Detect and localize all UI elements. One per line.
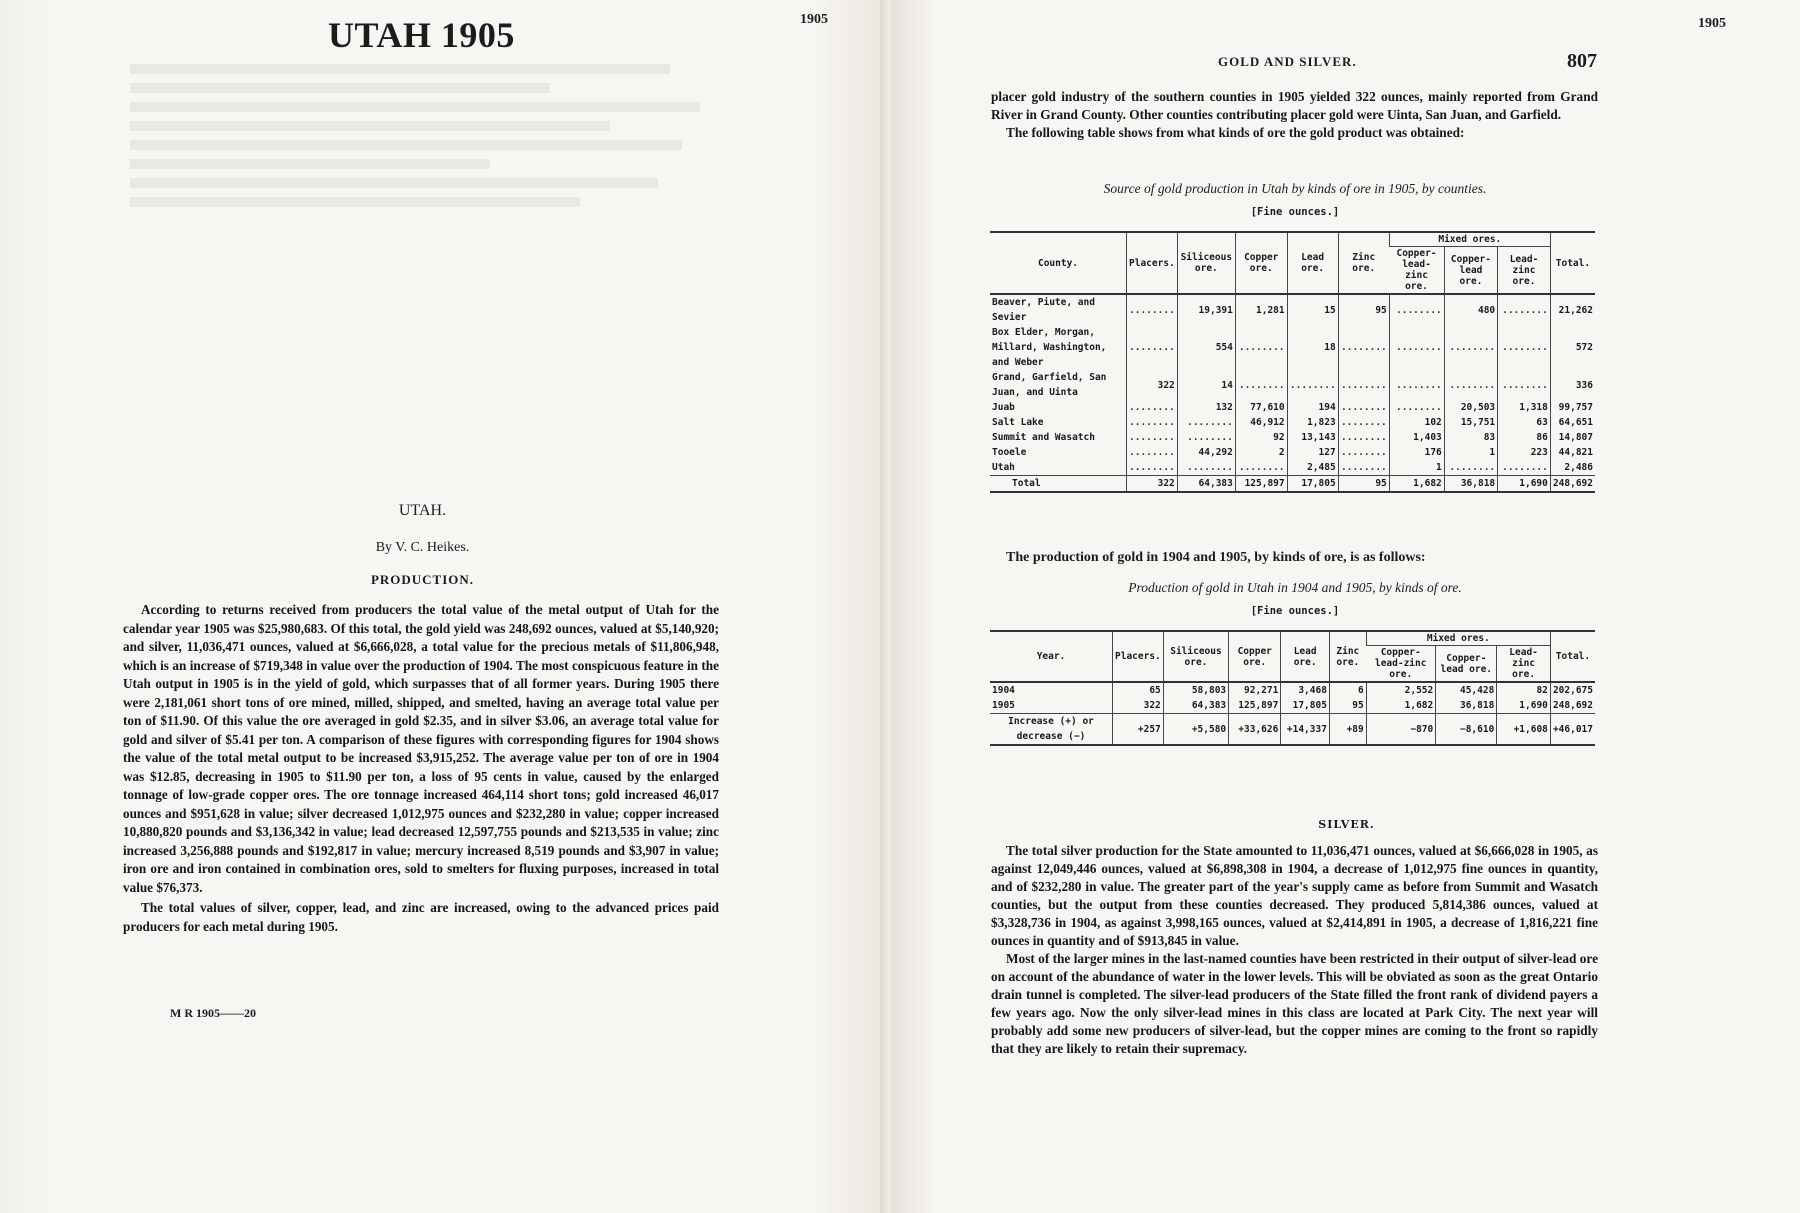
table-cell: 17,805 — [1287, 476, 1338, 493]
table-cell: 176 — [1389, 445, 1444, 460]
table-cell: 1 — [1389, 460, 1444, 476]
table-cell: 248,692 — [1550, 698, 1595, 714]
table-cell: ........ — [1389, 294, 1444, 325]
table2-intro: The production of gold in 1904 and 1905, by kinds of ore, is as follows: — [1006, 550, 1426, 565]
table-cell: 36,818 — [1444, 476, 1497, 493]
table-cell: 95 — [1338, 476, 1389, 493]
table-cell: 125,897 — [1235, 476, 1287, 493]
table-cell: 46,912 — [1235, 415, 1287, 430]
intro-text — [991, 88, 1598, 142]
table-cell: ........ — [1127, 325, 1178, 370]
col-header: Siliceous ore. — [1163, 631, 1228, 682]
table-cell: ........ — [1177, 430, 1235, 445]
table-cell: ........ — [1127, 294, 1178, 325]
table-cell: 19,391 — [1177, 294, 1235, 325]
row-label: Total — [990, 476, 1127, 493]
row-label: Beaver, Piute, and Sevier — [992, 297, 1095, 323]
col-header: Total. — [1550, 631, 1595, 682]
table-cell: ........ — [1235, 370, 1287, 400]
table2-body — [990, 682, 1595, 745]
table-row — [990, 294, 1595, 325]
table-cell: ........ — [1127, 460, 1178, 476]
table-cell: 21,262 — [1550, 294, 1595, 325]
col-header: County. — [990, 232, 1127, 294]
table-cell: 248,692 — [1550, 476, 1595, 493]
table-cell: +33,626 — [1229, 714, 1281, 746]
table-cell: 13,143 — [1287, 430, 1338, 445]
table-cell: 15,751 — [1444, 415, 1497, 430]
row-label: 1904 — [992, 685, 1015, 696]
signature-footer: M R 1905——20 — [170, 1006, 256, 1020]
table-cell: ........ — [1338, 325, 1389, 370]
table-total-row — [990, 714, 1595, 746]
col-header: Copper ore. — [1235, 232, 1287, 294]
left-page — [0, 0, 885, 1213]
table-cell: 95 — [1329, 698, 1366, 714]
table-cell: 2,485 — [1287, 460, 1338, 476]
table-cell: 77,610 — [1235, 400, 1287, 415]
col-header: Copper-lead ore. — [1444, 247, 1497, 295]
col-header: Copper-lead-zinc ore. — [1374, 647, 1427, 680]
table-cell: ........ — [1498, 460, 1551, 476]
table2-units: [Fine ounces.] — [1250, 605, 1340, 617]
table-cell: ........ — [1338, 430, 1389, 445]
table-cell: 1,403 — [1389, 430, 1444, 445]
table-cell: 1,318 — [1498, 400, 1551, 415]
table-cell: 58,803 — [1163, 682, 1228, 698]
table-cell: ........ — [1127, 415, 1178, 430]
table-cell: 86 — [1498, 430, 1551, 445]
mixed-ores-header: Mixed ores. — [1389, 232, 1550, 247]
col-header: Copper-lead-zinc ore. — [1396, 248, 1437, 292]
table-cell: 336 — [1550, 370, 1595, 400]
table1-caption: Source of gold production in Utah by kinds of ore in 1905, by counties. — [1103, 181, 1487, 196]
col-header: Lead-zinc ore. — [1498, 247, 1551, 295]
gold-by-county-table — [990, 231, 1595, 493]
table-cell: 64,383 — [1177, 476, 1235, 493]
table-cell: 18 — [1287, 325, 1338, 370]
col-header: Year. — [990, 631, 1113, 682]
table-cell: 45,428 — [1436, 682, 1497, 698]
section-title: UTAH. — [398, 502, 447, 519]
table-cell: ........ — [1389, 400, 1444, 415]
table-cell: +89 — [1329, 714, 1366, 746]
production-heading: PRODUCTION. — [370, 572, 475, 587]
table-cell: 480 — [1444, 294, 1497, 325]
table-cell: ........ — [1287, 370, 1338, 400]
bleed-through-shadow — [130, 55, 730, 575]
table-cell: 14,807 — [1550, 430, 1595, 445]
table-cell: ........ — [1498, 325, 1551, 370]
table-cell: 82 — [1497, 682, 1551, 698]
table-row — [990, 430, 1595, 445]
col-header: Siliceous ore. — [1177, 232, 1235, 294]
table-cell: 1,682 — [1389, 476, 1444, 493]
table-cell: ........ — [1389, 325, 1444, 370]
col-header: Zinc ore. — [1329, 631, 1366, 682]
row-label: Salt Lake — [992, 417, 1044, 428]
table-row — [990, 370, 1595, 400]
row-label: Box Elder, Morgan, Millard, Washington, and Weber — [992, 327, 1107, 368]
production-paragraph-2: The total values of silver, copper, lead, and zinc are increased, owing to the advanced prices paid producers for each metal during 1905. — [123, 900, 719, 934]
row-label: 1905 — [992, 700, 1015, 711]
table-total-row — [990, 476, 1595, 493]
table-cell: ........ — [1338, 370, 1389, 400]
table2-caption: Production of gold in Utah in 1904 and 1905, by kinds of ore. — [1128, 580, 1462, 595]
table-cell: ........ — [1338, 400, 1389, 415]
table-row — [990, 460, 1595, 476]
table-cell: ........ — [1235, 460, 1287, 476]
table-cell: 92,271 — [1229, 682, 1281, 698]
table-cell: ........ — [1127, 445, 1178, 460]
row-label: Utah — [992, 462, 1015, 473]
gold-by-year-table — [990, 630, 1595, 746]
silver-paragraph-2: Most of the larger mines in the last-named counties have been restricted in their output of silver-lead ore on account of the abundance of water in the lower levels. This will be obviated as soon as the great Ontario drain tunnel is completed. The silver-lead producers of the State filled the front rank of dividend payers a few years ago. Now the only silver-lead mines in this class are located at Park City. The next year will probably add some new producers of silver-lead, but the copper mines are coming to the front so rapidly that they are likely to retain their supremacy. — [991, 951, 1598, 1056]
table-cell: ........ — [1177, 415, 1235, 430]
table-cell: +46,017 — [1550, 714, 1595, 746]
table-cell: ........ — [1389, 370, 1444, 400]
table-cell: 20,503 — [1444, 400, 1497, 415]
table-row — [990, 698, 1595, 714]
row-label: Juab — [992, 402, 1015, 413]
table-cell: 2,486 — [1550, 460, 1595, 476]
table-cell: 44,821 — [1550, 445, 1595, 460]
col-header: Copper-lead ore. — [1436, 646, 1497, 683]
table-cell: 125,897 — [1229, 698, 1281, 714]
table-cell: ........ — [1444, 370, 1497, 400]
table-row — [990, 682, 1595, 698]
table-cell: −870 — [1366, 714, 1436, 746]
table1-body — [990, 294, 1595, 492]
table-cell: +14,337 — [1281, 714, 1330, 746]
table-cell: 1,823 — [1287, 415, 1338, 430]
col-header: Lead-zinc ore. — [1497, 646, 1551, 683]
row-label: Summit and Wasatch — [992, 432, 1095, 443]
table-cell: 64,383 — [1163, 698, 1228, 714]
table-cell: 1,690 — [1497, 698, 1551, 714]
table-cell: 92 — [1235, 430, 1287, 445]
table-row — [990, 415, 1595, 430]
table-cell: 554 — [1177, 325, 1235, 370]
table-row — [990, 325, 1595, 370]
production-text — [123, 601, 719, 938]
table-cell: −8,610 — [1436, 714, 1497, 746]
table-cell: 1,281 — [1235, 294, 1287, 325]
silver-paragraph-1: The total silver production for the State amounted to 11,036,471 ounces, valued at $6,666,028 in 1905, as against 12,049,446 ounces, valued at $6,898,308 in 1904, a decrease of 1,012,975 fine ounces in quantity, and of $232,280 in value. The greater part of the year's supply came as before from Summit and Wasatch counties, but the output from these counties decreased. They produced 5,814,386 ounces, valued at $3,328,736 in 1904, as against 3,998,165 ounces, valued at $2,414,891 in 1905, a decrease of 1,816,221 fine ounces in quantity and of $913,845 in value. — [991, 843, 1598, 948]
table-cell: 6 — [1329, 682, 1366, 698]
table-cell: 36,818 — [1436, 698, 1497, 714]
table-cell: 3,468 — [1281, 682, 1330, 698]
col-header: Lead ore. — [1281, 631, 1330, 682]
table1-units: [Fine ounces.] — [1250, 206, 1340, 218]
stamp-title: UTAH 1905 — [328, 15, 515, 55]
table-cell: +257 — [1113, 714, 1164, 746]
table-cell: 127 — [1287, 445, 1338, 460]
col-header: Placers. — [1127, 232, 1178, 294]
silver-heading: SILVER. — [1318, 818, 1375, 831]
table-cell: ........ — [1177, 460, 1235, 476]
table-cell: ........ — [1444, 460, 1497, 476]
table-cell: ........ — [1498, 294, 1551, 325]
table-cell: 83 — [1444, 430, 1497, 445]
col-header: Lead ore. — [1287, 232, 1338, 294]
table-cell: ........ — [1338, 460, 1389, 476]
table-cell: 65 — [1113, 682, 1164, 698]
table-cell: ........ — [1338, 415, 1389, 430]
silver-text — [991, 842, 1598, 1058]
col-header: Total. — [1550, 232, 1595, 294]
table-cell: 44,292 — [1177, 445, 1235, 460]
row-label: Increase (+) or decrease (−) — [990, 714, 1113, 746]
table-cell: ........ — [1338, 445, 1389, 460]
year-tag-right: 1905 — [1698, 16, 1726, 31]
table-cell: 64,651 — [1550, 415, 1595, 430]
table-cell: ........ — [1444, 325, 1497, 370]
col-header: Copper ore. — [1229, 631, 1281, 682]
table-cell: ........ — [1127, 430, 1178, 445]
mixed-ores-header: Mixed ores. — [1366, 631, 1550, 646]
table-cell: 572 — [1550, 325, 1595, 370]
table-cell: 322 — [1127, 476, 1178, 493]
row-label: Grand, Garfield, San Juan, and Uinta — [992, 372, 1107, 398]
table-cell: 99,757 — [1550, 400, 1595, 415]
author-byline: By V. C. Heikes. — [375, 540, 470, 555]
table-cell: ........ — [1498, 370, 1551, 400]
page-number: 807 — [1567, 50, 1597, 72]
table-cell: 1,690 — [1498, 476, 1551, 493]
table-cell: 2,552 — [1366, 682, 1436, 698]
table-row — [990, 400, 1595, 415]
table-cell: 63 — [1498, 415, 1551, 430]
table-cell: 322 — [1127, 370, 1178, 400]
table-cell: 17,805 — [1281, 698, 1330, 714]
table-cell: 15 — [1287, 294, 1338, 325]
intro-paragraph-1: placer gold industry of the southern counties in 1905 yielded 322 ounces, mainly reported from Grand River in Grand County. Other counties contributing placer gold were Uinta, San Juan, and Garfield. — [991, 89, 1598, 122]
running-head: GOLD AND SILVER. — [1218, 54, 1357, 69]
production-paragraph-1: According to returns received from producers the total value of the metal output of Utah for the calendar year 1905 was $25,980,683. Of this total, the gold yield was 248,692 ounces, valued at $5,140,920; and silver, 11,036,471 ounces, valued at $6,666,028, a total value for the precious metals of $11,806,948, which is an increase of $719,348 in value over the production of 1904. The most conspicuous feature in the Utah output in 1905 is in the yield of gold, which surpasses that of all former years. During 1905 there were 2,181,061 short tons of ore mined, milled, shipped, and smelted, having an average total value per ton of $11.90. Of this value the ore averaged in gold $2.35, and in silver $3.06, an average total value for gold and silver of $5.41 per ton. A comparison of these figures with corresponding figures for 1904 shows the value of the total metal output to be increased $3,915,252. The average value per ton of ore in 1904 was $12.85, decreasing in 1905 to $11.90 per ton, a loss of 95 cents in value, caused by the enlarged tonnage of low-grade copper ores. The ore tonnage increased 464,114 short tons; gold increased 46,017 ounces and $951,628 in value; silver decreased 1,012,975 ounces and $232,280 in value; copper increased 10,880,820 pounds and $3,136,342 in value; lead decreased 12,597,755 pounds and $213,535 in value; zinc increased 3,256,888 pounds and $192,817 in value; mercury increased 8,519 pounds and $3,907 in value; iron ore and iron contained in combination ores, sold to smelters for fluxing purposes, increased in total value $76,373. — [123, 602, 719, 895]
table-cell: +5,580 — [1163, 714, 1228, 746]
table-cell: 1,682 — [1366, 698, 1436, 714]
table-cell: 194 — [1287, 400, 1338, 415]
col-header: Zinc ore. — [1338, 232, 1389, 294]
table-cell: 322 — [1113, 698, 1164, 714]
table-row — [990, 445, 1595, 460]
table-cell: ........ — [1235, 325, 1287, 370]
year-tag-left: 1905 — [800, 12, 828, 27]
table-cell: 202,675 — [1550, 682, 1595, 698]
table-cell: ........ — [1127, 400, 1178, 415]
table-cell: 102 — [1389, 415, 1444, 430]
table-cell: 132 — [1177, 400, 1235, 415]
col-header: Placers. — [1113, 631, 1164, 682]
intro-paragraph-2: The following table shows from what kinds of ore the gold product was obtained: — [1006, 125, 1465, 140]
table-cell: 2 — [1235, 445, 1287, 460]
table-cell: 223 — [1498, 445, 1551, 460]
row-label: Tooele — [992, 447, 1027, 458]
table-cell: 95 — [1338, 294, 1389, 325]
table-cell: +1,608 — [1497, 714, 1551, 746]
table-cell: 14 — [1177, 370, 1235, 400]
table-cell: 1 — [1444, 445, 1497, 460]
